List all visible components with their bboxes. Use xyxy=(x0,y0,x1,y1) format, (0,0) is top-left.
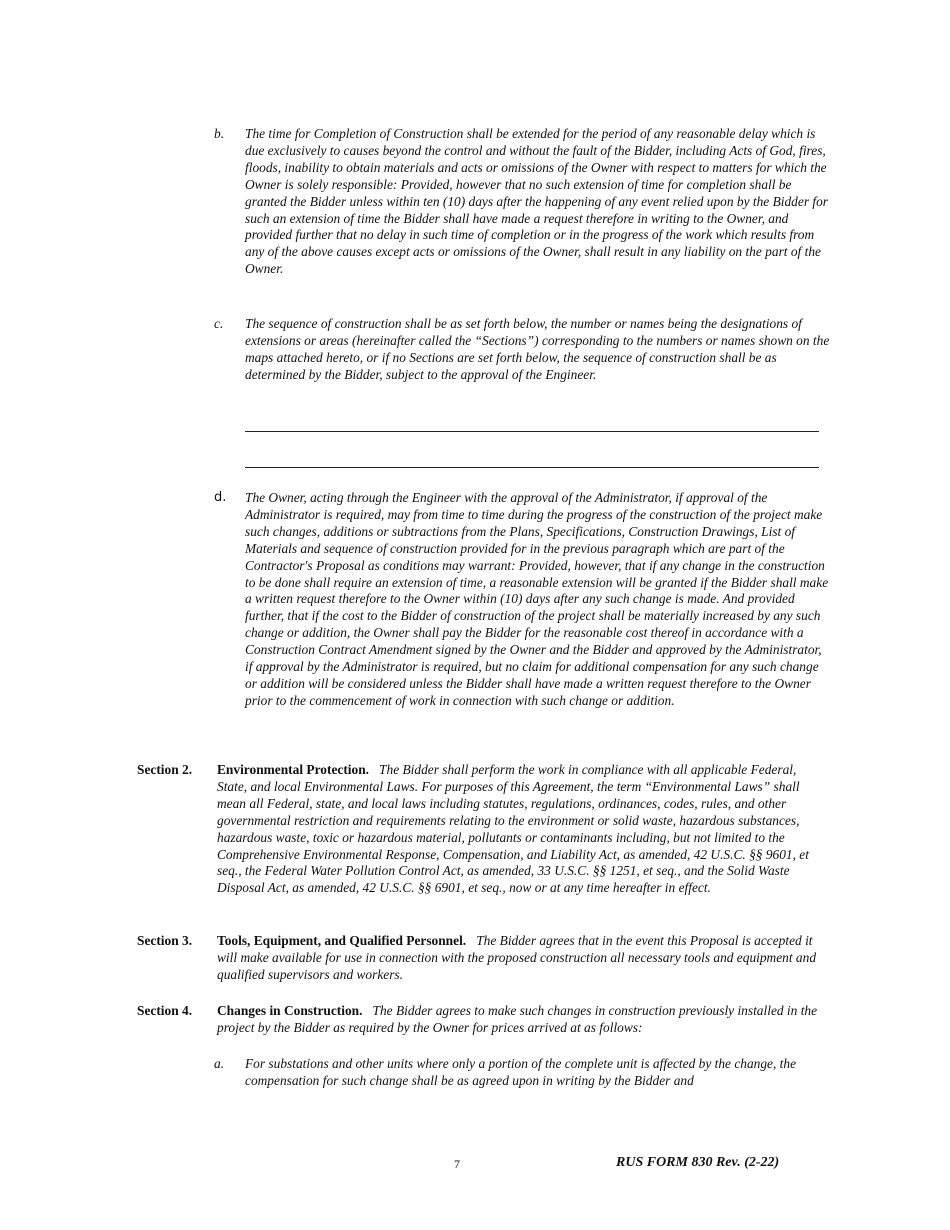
section-3 xyxy=(137,933,837,984)
paragraph-a xyxy=(214,1056,830,1090)
page-number: 7 xyxy=(454,1157,460,1171)
paragraph-c-label: c. xyxy=(214,316,224,331)
paragraph-d xyxy=(214,490,830,710)
section-4-number: Section 4. xyxy=(137,1003,193,1018)
section-4-text: The Bidder agrees to make such changes in construction previously installed in the project by the Bidder as required by the Owner for prices arrived at as follows: xyxy=(217,1003,818,1035)
paragraph-a-label: a. xyxy=(214,1056,225,1071)
sequence-blank-line-2[interactable] xyxy=(245,467,819,468)
paragraph-b-label: b. xyxy=(214,126,225,141)
paragraph-a-text: For substations and other units where only a portion of the complete unit is affected by the change, the compensation for such change shall be as agreed upon in writing by the Bidder and xyxy=(245,1056,797,1088)
paragraph-b xyxy=(214,126,830,278)
section-3-number: Section 3. xyxy=(137,933,193,948)
section-2-number: Section 2. xyxy=(137,762,193,777)
section-4-title: Changes in Construction. xyxy=(217,1003,363,1018)
paragraph-d-label: d. xyxy=(214,490,227,505)
section-3-title: Tools, Equipment, and Qualified Personnel. xyxy=(217,933,467,948)
section-2-text: The Bidder shall perform the work in compliance with all applicable Federal, State, and local Environmental Laws. For purposes of this Agreement, the term “Environmental Laws” shall mean all Federal, state, and local laws including statutes, regulations, ordinances, codes, rules, and other governmental restriction and requirements relating to the environment or solid waste, hazardous substances, hazardous waste, toxic or hazardous material, pollutants or contaminants including, but not limited to the Comprehensive Environmental Response, Compensation, and Liability Act, as amended, 42 U.S.C. §§ 9601, et seq., the Federal Water Pollution Control Act, as amended, 33 U.S.C. §§ 1251, et seq., and the Solid Waste Disposal Act, as amended, 42 U.S.C. §§ 6901, et seq., now or at any time hereafter in effect. xyxy=(217,762,809,896)
paragraph-d-text: The Owner, acting through the Engineer with the approval of the Administrator, if approval of the Administrator is required, may from time to time during the progress of the construction of the project make such changes, additions or subtractions from the Plans, Specifications, Construction Drawings, List of Materials and sequence of construction provided for in the previous paragraph which are part of the Contractor's Proposal as conditions may warrant: Provided, however, that if any change in the construction to be done shall require an extension of time, a reasonable extension will be granted if the Bidder shall make a written request therefore to the Owner within (10) days after any such change is made. And provided further, that if the cost to the Bidder of construction of the project shall be materially increased by any such change or addition, the Owner shall pay the Bidder for the reasonable cost thereof in accordance with a Construction Contract Amendment signed by the Owner and the Bidder and approved by the Administrator, if approval by the Administrator is required, but no claim for additional compensation for any such change or addition will be considered unless the Bidder shall have made a written request therefore to the Owner prior to the commencement of work in connection with such change or addition. xyxy=(245,490,829,708)
paragraph-c-text: The sequence of construction shall be as set forth below, the number or names being the designations of extensions or areas (hereinafter called the “Sections”) corresponding to the numbers or names shown on the maps attached hereto, or if no Sections are set forth below, the sequence of construction shall be as determined by the Bidder, subject to the approval of the Engineer. xyxy=(245,316,830,382)
paragraph-b-text: The time for Completion of Construction shall be extended for the period of any reasonable delay which is due exclusively to causes beyond the control and without the fault of the Bidder, including Acts of God, fires, floods, inability to obtain materials and acts or omissions of the Owner with respect to matters for which the Owner is solely responsible: Provided, however that no such extension of time for completion shall be granted the Bidder unless within ten (10) days after the happening of any event relied upon by the Bidder for such an extension of time the Bidder shall have made a request therefore in writing to the Owner, and provided further that no delay in such time of completion or in the progress of the work which results from any of the above causes except acts or omissions of the Owner, shall result in any liability on the part of the Owner. xyxy=(245,126,829,277)
form-identifier: RUS FORM 830 Rev. (2-22) xyxy=(616,1155,780,1170)
sequence-blank-line-1[interactable] xyxy=(245,431,819,432)
section-4 xyxy=(137,1003,837,1037)
section-3-text: The Bidder agrees that in the event this Proposal is accepted it will make available for use in connection with the proposed construction all necessary tools and equipment and qualified supervisors and workers. xyxy=(217,933,817,982)
section-2 xyxy=(137,762,837,897)
paragraph-c xyxy=(214,316,830,384)
section-2-title: Environmental Protection. xyxy=(217,762,369,777)
